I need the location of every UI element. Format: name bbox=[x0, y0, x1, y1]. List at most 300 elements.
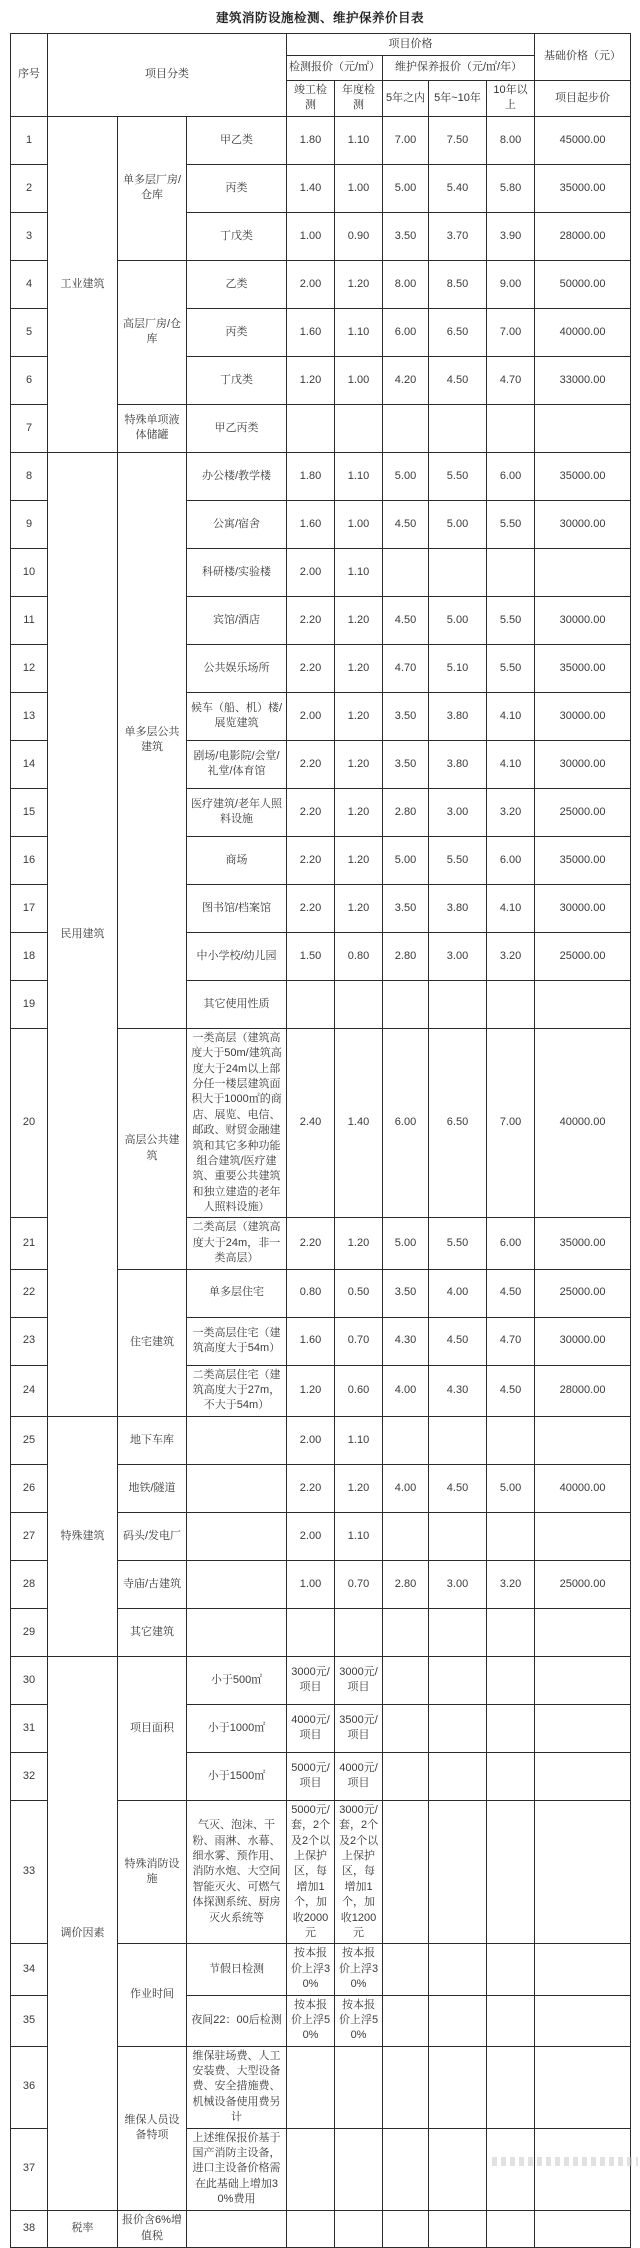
cell-value bbox=[429, 1995, 487, 2046]
cell-item: 小于500㎡ bbox=[187, 1656, 287, 1704]
cell-item bbox=[187, 1416, 287, 1464]
cell-value: 28000.00 bbox=[535, 212, 631, 260]
cell-value bbox=[487, 1416, 535, 1464]
cell-item: 维保驻场费、人工安装费、大型设备费、安全措施费、机械设备使用费另计 bbox=[187, 2046, 287, 2128]
cell-value bbox=[535, 1800, 631, 1944]
cell-group: 民用建筑 bbox=[48, 452, 118, 1416]
cell-value: 5.00 bbox=[487, 1464, 535, 1512]
cell-value: 4.70 bbox=[487, 356, 535, 404]
cell-value: 6.50 bbox=[429, 1028, 487, 1218]
cell-seq: 17 bbox=[11, 884, 48, 932]
cell-value: 4.30 bbox=[429, 1365, 487, 1416]
cell-seq: 26 bbox=[11, 1464, 48, 1512]
cell-item: 气灭、泡沫、干粉、雨淋、水幕、细水雾、预作用、消防水炮、大空间智能灭火、可燃气体探测系统、厨房灭火系统等 bbox=[187, 1800, 287, 1944]
cell-group: 调价因素 bbox=[48, 1656, 118, 2210]
cell-item: 甲乙类 bbox=[187, 116, 287, 164]
cell-value bbox=[535, 1995, 631, 2046]
cell-item: 乙类 bbox=[187, 260, 287, 308]
cell-value: 3.90 bbox=[487, 212, 535, 260]
cell-value bbox=[429, 2210, 487, 2247]
cell-subgroup: 单多层厂房/仓库 bbox=[118, 116, 187, 260]
cell-value: 2.20 bbox=[287, 644, 335, 692]
cell-value: 3.70 bbox=[429, 212, 487, 260]
cell-item: 单多层住宅 bbox=[187, 1269, 287, 1317]
table-row bbox=[11, 1416, 631, 1464]
cell-seq: 36 bbox=[11, 2046, 48, 2128]
cell-value: 25000.00 bbox=[535, 932, 631, 980]
cell-value: 1.20 bbox=[287, 356, 335, 404]
cell-value: 2.20 bbox=[287, 1218, 335, 1269]
cell-value: 6.00 bbox=[487, 1218, 535, 1269]
cell-seq: 23 bbox=[11, 1317, 48, 1365]
cell-value: 0.70 bbox=[335, 1560, 383, 1608]
cell-value: 25000.00 bbox=[535, 1560, 631, 1608]
cell-value bbox=[335, 1608, 383, 1656]
cell-seq: 12 bbox=[11, 644, 48, 692]
cell-value bbox=[383, 1704, 429, 1752]
cell-value bbox=[429, 1608, 487, 1656]
cell-subgroup: 报价含6%增值税 bbox=[118, 2210, 187, 2247]
cell-value: 2.20 bbox=[287, 740, 335, 788]
header-sub-5to10: 5年~10年 bbox=[429, 81, 487, 117]
cell-value bbox=[487, 1608, 535, 1656]
cell-value bbox=[287, 2046, 335, 2128]
cell-value: 1.10 bbox=[335, 548, 383, 596]
header-sub-annual: 年度检测 bbox=[335, 81, 383, 117]
cell-item: 图书馆/档案馆 bbox=[187, 884, 287, 932]
cell-subgroup: 单多层公共建筑 bbox=[118, 452, 187, 1028]
cell-value: 3000元/项目 bbox=[335, 1656, 383, 1704]
cell-value: 1.60 bbox=[287, 500, 335, 548]
cell-item: 二类高层（建筑高度大于24m，非一类高层） bbox=[187, 1218, 287, 1269]
cell-value: 4.10 bbox=[487, 884, 535, 932]
cell-value: 0.80 bbox=[287, 1269, 335, 1317]
cell-value: 4.50 bbox=[429, 1464, 487, 1512]
header-sub-within5: 5年之内 bbox=[383, 81, 429, 117]
cell-value bbox=[383, 1512, 429, 1560]
cell-value bbox=[383, 2210, 429, 2247]
cell-seq: 20 bbox=[11, 1028, 48, 1218]
cell-value: 7.00 bbox=[487, 1028, 535, 1218]
cell-value: 1.10 bbox=[335, 1416, 383, 1464]
cell-seq: 21 bbox=[11, 1218, 48, 1269]
cell-value: 30000.00 bbox=[535, 500, 631, 548]
cell-item: 丁戊类 bbox=[187, 212, 287, 260]
cell-value bbox=[287, 1608, 335, 1656]
cell-value: 2.80 bbox=[383, 788, 429, 836]
cell-value: 1.10 bbox=[335, 308, 383, 356]
cell-value: 2.00 bbox=[287, 1416, 335, 1464]
cell-value: 28000.00 bbox=[535, 1365, 631, 1416]
cell-value: 1.20 bbox=[335, 644, 383, 692]
cell-value: 1.40 bbox=[287, 164, 335, 212]
cell-value: 3.50 bbox=[383, 692, 429, 740]
cell-value bbox=[383, 1995, 429, 2046]
cell-value: 2.20 bbox=[287, 1464, 335, 1512]
cell-value: 1.20 bbox=[335, 740, 383, 788]
cell-seq: 32 bbox=[11, 1752, 48, 1800]
cell-value: 2.00 bbox=[287, 548, 335, 596]
cell-value bbox=[535, 1416, 631, 1464]
cell-value: 3500元/项目 bbox=[335, 1704, 383, 1752]
cell-value: 3.80 bbox=[429, 884, 487, 932]
cell-value bbox=[535, 2046, 631, 2128]
cell-value: 8.00 bbox=[383, 260, 429, 308]
cell-subgroup: 地铁/隧道 bbox=[118, 1464, 187, 1512]
cell-seq: 1 bbox=[11, 116, 48, 164]
cell-value: 0.80 bbox=[335, 932, 383, 980]
cell-value: 3.50 bbox=[383, 212, 429, 260]
header-maintain-quote: 维护保养报价（元/㎡/年） bbox=[383, 56, 535, 81]
cell-value bbox=[287, 2210, 335, 2247]
cell-value bbox=[429, 1656, 487, 1704]
cell-value: 5.50 bbox=[487, 500, 535, 548]
cell-value bbox=[287, 2128, 335, 2210]
table-row bbox=[11, 1656, 631, 1704]
cell-value bbox=[535, 2128, 631, 2210]
cell-group: 工业建筑 bbox=[48, 116, 118, 452]
cell-value: 1.20 bbox=[335, 788, 383, 836]
cell-value: 4.00 bbox=[383, 1464, 429, 1512]
cell-seq: 15 bbox=[11, 788, 48, 836]
cell-value: 按本报价上浮50% bbox=[287, 1995, 335, 2046]
cell-value: 5.00 bbox=[429, 596, 487, 644]
header-sub-over10: 10年以上 bbox=[487, 81, 535, 117]
cell-seq: 24 bbox=[11, 1365, 48, 1416]
cell-value: 30000.00 bbox=[535, 884, 631, 932]
cell-value bbox=[383, 548, 429, 596]
cell-value: 4.50 bbox=[429, 1317, 487, 1365]
cell-value: 6.00 bbox=[487, 452, 535, 500]
cell-item bbox=[187, 2210, 287, 2247]
cell-item: 剧场/电影院/会堂/礼堂/体育馆 bbox=[187, 740, 287, 788]
cell-value: 25000.00 bbox=[535, 1269, 631, 1317]
cell-value: 3.80 bbox=[429, 692, 487, 740]
cell-value: 3.20 bbox=[487, 932, 535, 980]
cell-value: 5.80 bbox=[487, 164, 535, 212]
cell-value bbox=[535, 548, 631, 596]
cell-value: 30000.00 bbox=[535, 740, 631, 788]
cell-value: 3000元/项目 bbox=[287, 1656, 335, 1704]
cell-item: 一类高层（建筑高度大于50m/建筑高度大于24m以上部分任一楼层建筑面积大于1000㎡的商店、展览、电信、邮政、财贸金融建筑和其它多种功能组合建筑/医疗建筑、重要公共建筑和独立建造的老年人照料设施） bbox=[187, 1028, 287, 1218]
cell-value: 4000元/项目 bbox=[335, 1752, 383, 1800]
header-base-price: 基础价格（元） bbox=[535, 34, 631, 81]
cell-item: 公共娱乐场所 bbox=[187, 644, 287, 692]
cell-value: 1.10 bbox=[335, 1512, 383, 1560]
cell-value bbox=[535, 2210, 631, 2247]
cell-value bbox=[429, 1704, 487, 1752]
cell-value: 5.50 bbox=[487, 644, 535, 692]
cell-value: 4.10 bbox=[487, 692, 535, 740]
cell-subgroup: 作业时间 bbox=[118, 1944, 187, 2046]
cell-item: 医疗建筑/老年人照料设施 bbox=[187, 788, 287, 836]
cell-value: 5.10 bbox=[429, 644, 487, 692]
cell-subgroup: 住宅建筑 bbox=[118, 1269, 187, 1416]
cell-value: 7.00 bbox=[487, 308, 535, 356]
cell-subgroup: 特殊单项液体储罐 bbox=[118, 404, 187, 452]
cell-value bbox=[487, 1656, 535, 1704]
cell-value: 2.80 bbox=[383, 932, 429, 980]
cell-item: 二类高层住宅（建筑高度大于27m，不大于54m） bbox=[187, 1365, 287, 1416]
cell-item: 小于1500㎡ bbox=[187, 1752, 287, 1800]
cell-value bbox=[487, 1995, 535, 2046]
cell-item: 节假日检测 bbox=[187, 1944, 287, 1995]
cell-value bbox=[383, 404, 429, 452]
cell-value: 35000.00 bbox=[535, 644, 631, 692]
cell-value: 1.00 bbox=[287, 212, 335, 260]
cell-value bbox=[383, 980, 429, 1028]
cell-seq: 34 bbox=[11, 1944, 48, 1995]
cell-value bbox=[535, 404, 631, 452]
cell-subgroup: 项目面积 bbox=[118, 1656, 187, 1800]
cell-value: 4.70 bbox=[487, 1317, 535, 1365]
cell-item: 科研楼/实验楼 bbox=[187, 548, 287, 596]
cell-value: 1.20 bbox=[335, 260, 383, 308]
cell-value bbox=[487, 2210, 535, 2247]
cell-subgroup: 寺庙/古建筑 bbox=[118, 1560, 187, 1608]
cell-item: 丁戊类 bbox=[187, 356, 287, 404]
cell-item: 一类高层住宅（建筑高度大于54m） bbox=[187, 1317, 287, 1365]
cell-value: 5.00 bbox=[383, 452, 429, 500]
cell-value bbox=[487, 2128, 535, 2210]
table-row bbox=[11, 452, 631, 500]
cell-value: 4.10 bbox=[487, 740, 535, 788]
cell-value bbox=[429, 404, 487, 452]
cell-value: 2.20 bbox=[287, 836, 335, 884]
cell-value: 35000.00 bbox=[535, 164, 631, 212]
cell-value bbox=[535, 1704, 631, 1752]
cell-value: 2.00 bbox=[287, 692, 335, 740]
cell-value bbox=[535, 1512, 631, 1560]
cell-value: 2.40 bbox=[287, 1028, 335, 1218]
cell-value: 1.00 bbox=[335, 164, 383, 212]
cell-seq: 3 bbox=[11, 212, 48, 260]
cell-value bbox=[487, 1512, 535, 1560]
cell-item bbox=[187, 1512, 287, 1560]
cell-value: 1.20 bbox=[335, 596, 383, 644]
cell-seq: 30 bbox=[11, 1656, 48, 1704]
cell-value: 1.20 bbox=[287, 1365, 335, 1416]
cell-value: 2.20 bbox=[287, 788, 335, 836]
header-seq: 序号 bbox=[11, 34, 48, 117]
cell-value bbox=[335, 2210, 383, 2247]
cell-value bbox=[429, 1944, 487, 1995]
cell-subgroup: 特殊消防设施 bbox=[118, 1800, 187, 1944]
cell-value: 5.00 bbox=[429, 500, 487, 548]
cell-seq: 9 bbox=[11, 500, 48, 548]
cell-value: 4.70 bbox=[383, 644, 429, 692]
cell-value bbox=[383, 2128, 429, 2210]
cell-item: 甲乙丙类 bbox=[187, 404, 287, 452]
cell-subgroup: 高层公共建筑 bbox=[118, 1028, 187, 1269]
cell-value bbox=[429, 1752, 487, 1800]
cell-value: 1.00 bbox=[335, 356, 383, 404]
cell-value bbox=[383, 1944, 429, 1995]
cell-seq: 37 bbox=[11, 2128, 48, 2210]
cell-value bbox=[383, 2046, 429, 2128]
cell-value: 3.80 bbox=[429, 740, 487, 788]
cell-seq: 25 bbox=[11, 1416, 48, 1464]
cell-value: 3.50 bbox=[383, 740, 429, 788]
cell-value: 5.00 bbox=[383, 836, 429, 884]
cell-group: 特殊建筑 bbox=[48, 1416, 118, 1656]
cell-value bbox=[335, 2046, 383, 2128]
cell-value: 3.00 bbox=[429, 1560, 487, 1608]
cell-value: 45000.00 bbox=[535, 116, 631, 164]
cell-seq: 10 bbox=[11, 548, 48, 596]
cell-value: 25000.00 bbox=[535, 788, 631, 836]
cell-value: 1.60 bbox=[287, 308, 335, 356]
cell-value: 3000元/套，2个及2个以上保护区，每增加1个，加收1200元 bbox=[335, 1800, 383, 1944]
cell-value: 4000元/项目 bbox=[287, 1704, 335, 1752]
cell-value bbox=[383, 1656, 429, 1704]
cell-seq: 8 bbox=[11, 452, 48, 500]
cell-value bbox=[429, 1416, 487, 1464]
cell-value bbox=[429, 548, 487, 596]
cell-value: 1.40 bbox=[335, 1028, 383, 1218]
cell-value: 4.00 bbox=[383, 1365, 429, 1416]
cell-value: 35000.00 bbox=[535, 452, 631, 500]
cell-value bbox=[535, 1608, 631, 1656]
cell-value bbox=[487, 2046, 535, 2128]
cell-item: 丙类 bbox=[187, 164, 287, 212]
cell-value: 2.00 bbox=[287, 1512, 335, 1560]
cell-value: 5.00 bbox=[383, 164, 429, 212]
cell-seq: 35 bbox=[11, 1995, 48, 2046]
cell-value: 1.80 bbox=[287, 116, 335, 164]
cell-item: 公寓/宿舍 bbox=[187, 500, 287, 548]
cell-value: 4.20 bbox=[383, 356, 429, 404]
cell-value: 0.60 bbox=[335, 1365, 383, 1416]
cell-value bbox=[535, 1752, 631, 1800]
cell-value: 按本报价上浮50% bbox=[335, 1995, 383, 2046]
cell-value: 3.00 bbox=[429, 932, 487, 980]
cell-value: 0.50 bbox=[335, 1269, 383, 1317]
cell-value bbox=[535, 1656, 631, 1704]
cell-value: 3.00 bbox=[429, 788, 487, 836]
cell-value: 7.00 bbox=[383, 116, 429, 164]
cell-seq: 7 bbox=[11, 404, 48, 452]
cell-seq: 18 bbox=[11, 932, 48, 980]
cell-seq: 5 bbox=[11, 308, 48, 356]
cell-value: 4.50 bbox=[383, 500, 429, 548]
cell-value bbox=[429, 1512, 487, 1560]
cell-seq: 6 bbox=[11, 356, 48, 404]
header-row-1 bbox=[11, 34, 631, 56]
cell-value bbox=[487, 1704, 535, 1752]
header-category: 项目分类 bbox=[48, 34, 287, 117]
cell-item: 其它使用性质 bbox=[187, 980, 287, 1028]
page-title: 建筑消防设施检测、维护保养价目表 bbox=[215, 11, 424, 25]
cell-value: 5.50 bbox=[429, 452, 487, 500]
cell-value: 3.50 bbox=[383, 884, 429, 932]
cell-value: 6.00 bbox=[383, 308, 429, 356]
cell-value: 1.00 bbox=[335, 500, 383, 548]
cell-item: 宾馆/酒店 bbox=[187, 596, 287, 644]
cell-value: 按本报价上浮30% bbox=[335, 1944, 383, 1995]
cell-item: 中小学校/幼儿园 bbox=[187, 932, 287, 980]
cell-value: 1.50 bbox=[287, 932, 335, 980]
cell-seq: 27 bbox=[11, 1512, 48, 1560]
cell-value bbox=[383, 1752, 429, 1800]
cell-value: 5.50 bbox=[487, 596, 535, 644]
cell-value: 5000元/套，2个及2个以上保护区，每增加1个，加收2000元 bbox=[287, 1800, 335, 1944]
price-table bbox=[10, 33, 631, 2248]
cell-seq: 19 bbox=[11, 980, 48, 1028]
cell-seq: 2 bbox=[11, 164, 48, 212]
cell-value: 33000.00 bbox=[535, 356, 631, 404]
cell-value: 50000.00 bbox=[535, 260, 631, 308]
cell-value: 6.00 bbox=[487, 836, 535, 884]
cell-value bbox=[335, 2128, 383, 2210]
cell-value: 1.20 bbox=[335, 836, 383, 884]
cell-seq: 13 bbox=[11, 692, 48, 740]
header-sub-completion: 竣工检测 bbox=[287, 81, 335, 117]
cell-value: 1.20 bbox=[335, 1218, 383, 1269]
cell-seq: 33 bbox=[11, 1800, 48, 1944]
cell-subgroup: 其它建筑 bbox=[118, 1608, 187, 1656]
cell-value: 40000.00 bbox=[535, 308, 631, 356]
cell-value bbox=[335, 980, 383, 1028]
cell-value bbox=[383, 1800, 429, 1944]
cell-value bbox=[287, 404, 335, 452]
cell-value: 1.80 bbox=[287, 452, 335, 500]
cell-item: 上述维保报价基于国产消防主设备，进口主设备价格需在此基础上增加30%费用 bbox=[187, 2128, 287, 2210]
cell-value: 9.00 bbox=[487, 260, 535, 308]
cell-value bbox=[487, 548, 535, 596]
cell-value bbox=[429, 2046, 487, 2128]
cell-item: 办公楼/教学楼 bbox=[187, 452, 287, 500]
cell-value: 35000.00 bbox=[535, 836, 631, 884]
cell-item: 小于1000㎡ bbox=[187, 1704, 287, 1752]
document-sheet bbox=[10, 0, 630, 2248]
cell-value bbox=[487, 404, 535, 452]
cell-value: 1.60 bbox=[287, 1317, 335, 1365]
cell-value bbox=[487, 1752, 535, 1800]
cell-seq: 16 bbox=[11, 836, 48, 884]
cell-value: 1.10 bbox=[335, 116, 383, 164]
cell-value: 8.50 bbox=[429, 260, 487, 308]
cell-subgroup: 码头/发电厂 bbox=[118, 1512, 187, 1560]
cell-seq: 14 bbox=[11, 740, 48, 788]
cell-value: 3.50 bbox=[383, 1269, 429, 1317]
cell-value: 2.20 bbox=[287, 596, 335, 644]
cell-value: 2.00 bbox=[287, 260, 335, 308]
cell-value: 1.20 bbox=[335, 1464, 383, 1512]
cell-value: 0.70 bbox=[335, 1317, 383, 1365]
cell-value: 0.90 bbox=[335, 212, 383, 260]
cell-value: 40000.00 bbox=[535, 1028, 631, 1218]
cell-value: 4.50 bbox=[429, 356, 487, 404]
cell-value: 1.20 bbox=[335, 692, 383, 740]
cell-item: 商场 bbox=[187, 836, 287, 884]
cell-item: 候车（船、机）楼/展览建筑 bbox=[187, 692, 287, 740]
cell-value: 6.00 bbox=[383, 1028, 429, 1218]
cell-value: 7.50 bbox=[429, 116, 487, 164]
cell-value bbox=[429, 2128, 487, 2210]
cell-value bbox=[383, 1416, 429, 1464]
cell-value bbox=[429, 980, 487, 1028]
cell-value: 6.50 bbox=[429, 308, 487, 356]
cell-value bbox=[535, 980, 631, 1028]
cell-seq: 29 bbox=[11, 1608, 48, 1656]
cell-value: 4.50 bbox=[487, 1365, 535, 1416]
cell-value: 3.20 bbox=[487, 1560, 535, 1608]
cell-item bbox=[187, 1464, 287, 1512]
cell-item: 丙类 bbox=[187, 308, 287, 356]
cell-value: 1.00 bbox=[287, 1560, 335, 1608]
cell-seq: 11 bbox=[11, 596, 48, 644]
